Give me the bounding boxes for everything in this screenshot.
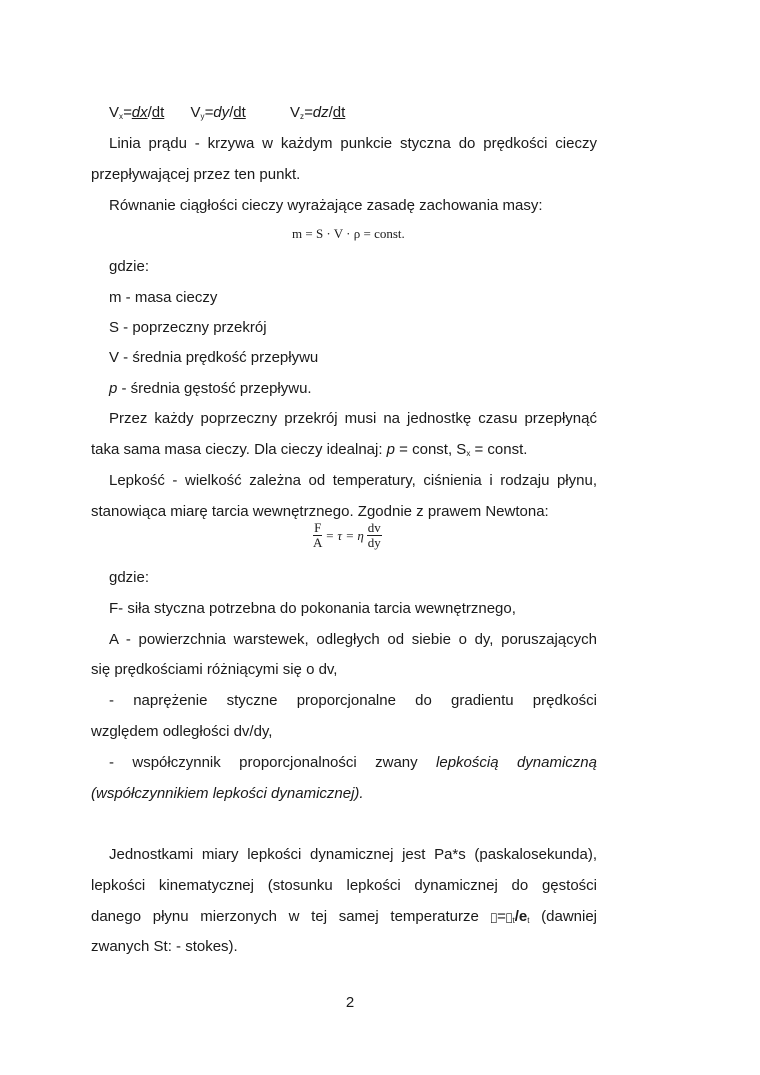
vy-formula: $V_y=dy/dt$ — [190, 104, 246, 121]
definition-A-line-1: A - powierzchnia warstewek, odległych od siebie o dy, poruszających — [109, 631, 597, 648]
definition-V: V - średnia prędkość przepływu — [109, 349, 319, 366]
definition-p: p - średnia gęstość przepływu. — [109, 380, 312, 397]
definition-F: F- siła styczna potrzebna do pokonania tarcia wewnętrznego, — [109, 600, 516, 617]
definition-eta-line-1: - współczynnik proporcjonalności zwany lepkością dynamiczną — [109, 754, 597, 771]
newton-equation: $\frac{F}{A}$ = τ = η $\frac{dv}{dy}$ — [313, 520, 381, 550]
definition-tau-line-1: - naprężenie styczne proporcjonalne do gradientu prędkości — [109, 692, 597, 709]
vz-formula: $V_z=dz/dt$ — [289, 104, 346, 121]
definition-m: m - masa cieczy — [109, 289, 218, 306]
streamline-line-2: przepływającej przez ten punkt. — [91, 166, 301, 183]
vx-formula: $V_x=dx/dt$ — [109, 104, 165, 121]
continuity-equation: m = S · V · ρ = const. — [292, 226, 405, 241]
fraction-F-over-A: $\frac{F}{A}$ — [313, 520, 323, 550]
missing-glyph-eta-2 — [500, 911, 513, 924]
fraction-dv-over-dy: $\frac{dv}{dy}$ — [367, 520, 381, 550]
units-line-2: lepkości kinematycznej (stosunku lepkości dynamicznej do gęstości — [91, 877, 597, 894]
continuity-intro: Równanie ciągłości cieczy wyrażające zasadę zachowania masy: — [109, 197, 543, 214]
units-line-3: danego płynu mierzonych w tej samej temperaturze = $_t/e_t$ (dawniej — [91, 908, 597, 925]
mass-line-1: Przez każdy poprzeczny przekrój musi na jednostkę czasu przepłynąć — [109, 410, 597, 427]
definition-A-line-2: się prędkościami różniącymi się o dv, — [91, 661, 338, 678]
units-line-4: zwanych St: - stokes). — [91, 938, 238, 955]
viscosity-line-1: Lepkość - wielkość zależna od temperatury, ciśnienia i rodzaju płynu, — [109, 472, 597, 489]
definition-S: S - poprzeczny przekrój — [109, 319, 267, 336]
page-number: 2 — [345, 994, 355, 1011]
where-label-2: gdzie: — [109, 569, 150, 586]
where-label-1: gdzie: — [109, 258, 150, 275]
units-line-1: Jednostkami miary lepkości dynamicznej jest Pa*s (paskalosekunda), — [109, 846, 597, 863]
velocity-components — [109, 104, 597, 126]
streamline-line-1: Linia prądu - krzywa w każdym punkcie styczna do prędkości cieczy — [109, 135, 597, 152]
viscosity-line-2: stanowiąca miarę tarcia wewnętrznego. Zgodnie z prawem Newtona: — [91, 503, 549, 520]
mass-line-2: taka sama masa cieczy. Dla cieczy idealnaj: p = const, $S_x$ = const. — [91, 441, 528, 458]
definition-tau-line-2: względem odległości dv/dy, — [91, 723, 273, 740]
definition-eta-line-2: (współczynnikiem lepkości dynamicznej). — [91, 785, 364, 802]
